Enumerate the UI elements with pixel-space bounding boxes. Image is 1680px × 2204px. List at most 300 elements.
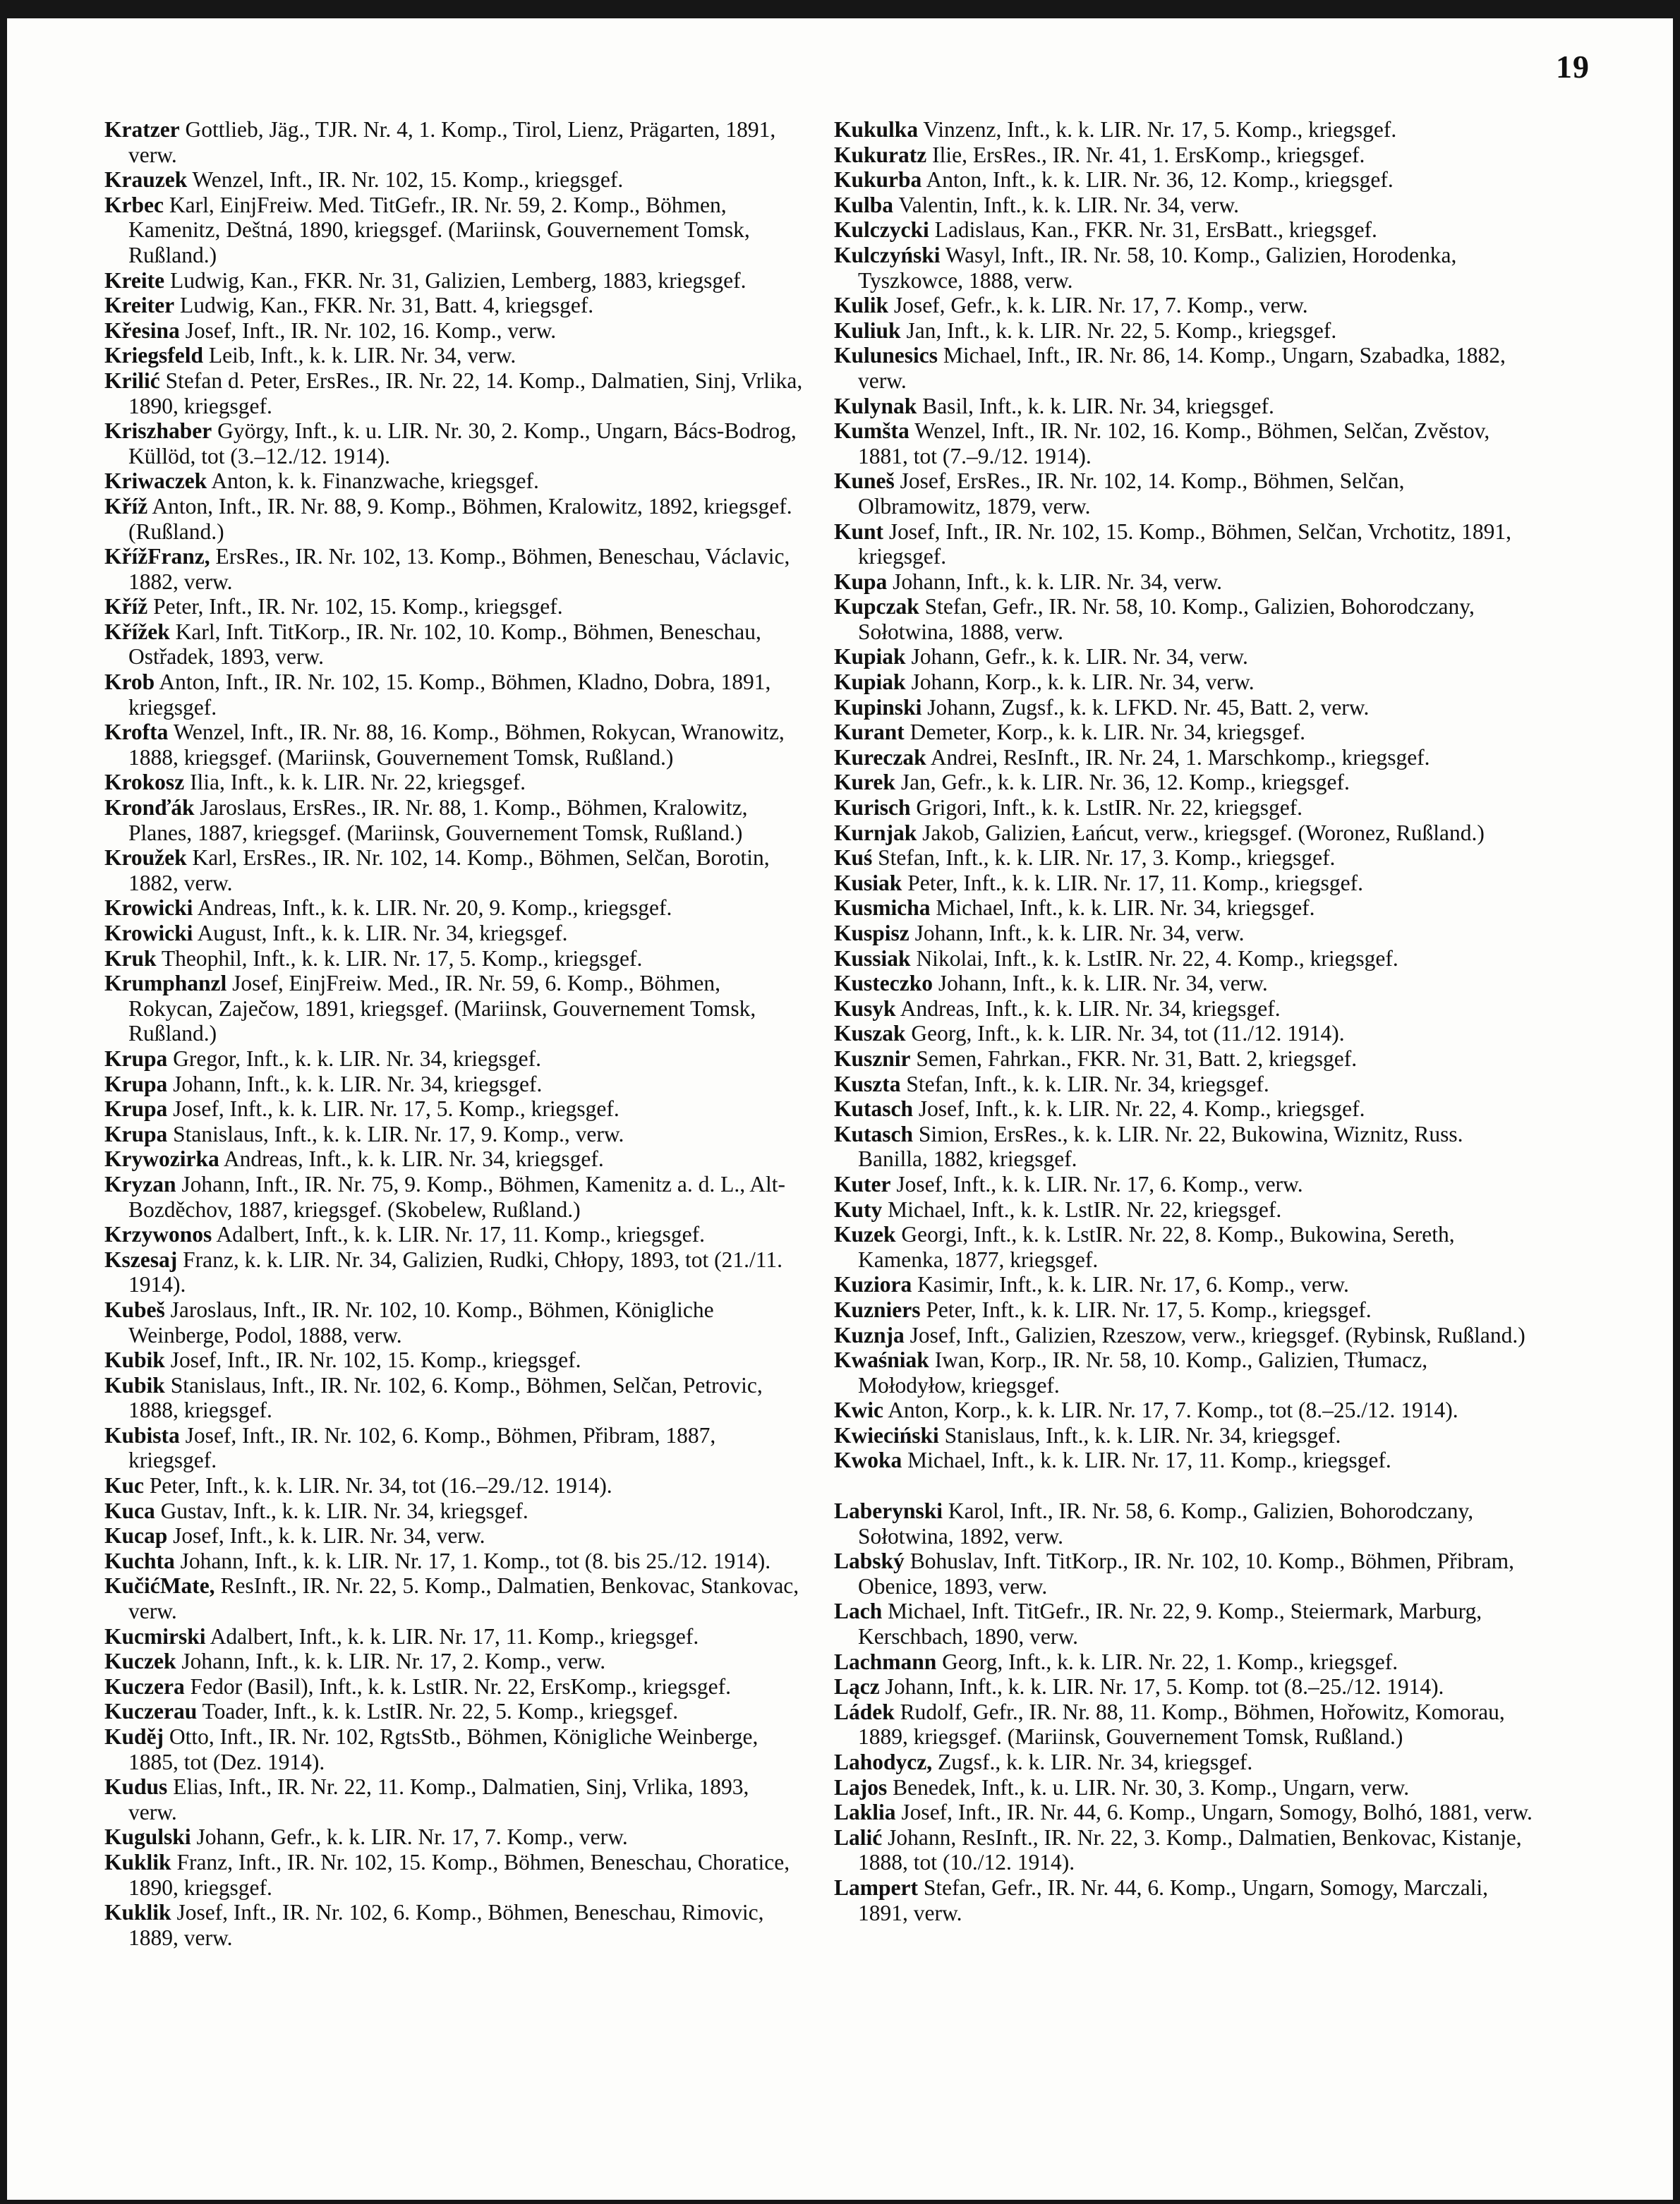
entry-surname: Kupczak bbox=[834, 594, 919, 619]
entry-surname: Kudus bbox=[104, 1774, 168, 1800]
entry-surname: Kupiak bbox=[834, 644, 906, 670]
entry-details: Johann, Gefr., k. k. LIR. Nr. 17, 7. Komp., verw. bbox=[196, 1824, 628, 1850]
entry-details: Johann, Inft., k. k. LIR. Nr. 34, verw. bbox=[938, 971, 1268, 996]
entry-surname: Kroužek bbox=[104, 845, 187, 871]
register-entry bbox=[834, 167, 1533, 193]
register-entry bbox=[834, 1498, 1533, 1549]
page-number: 19 bbox=[1556, 49, 1590, 85]
entry-details: Ladislaus, Kan., FKR. Nr. 31, ErsBatt., kriegsgef. bbox=[934, 217, 1377, 243]
entry-details: Kasimir, Inft., k. k. LIR. Nr. 17, 6. Komp., verw. bbox=[917, 1272, 1349, 1297]
entry-surname: Kronďák bbox=[104, 795, 195, 821]
entry-details: Otto, Inft., IR. Nr. 102, RgtsStb., Böhmen, Königliche Weinberge, 1885, tot (Dez. 1914). bbox=[128, 1724, 759, 1774]
entry-surname: Krilić bbox=[104, 368, 160, 393]
entry-surname: Kuklik bbox=[104, 1900, 171, 1925]
entry-details: Jakob, Galizien, Łańcut, verw., kriegsgef. (Woronez, Rußland.) bbox=[922, 820, 1485, 845]
entry-details: Johann, Inft., k. k. LIR. Nr. 34, verw. bbox=[914, 921, 1245, 945]
register-entry bbox=[104, 1122, 803, 1147]
entry-surname: Kuszta bbox=[834, 1071, 901, 1096]
register-entry bbox=[834, 1172, 1533, 1197]
entry-details: Karl, EinjFreiw. Med. TitGefr., IR. Nr. 59, 2. Komp., Böhmen, Kamenitz, Deštná, 1890, kriegsgef. (Mariinsk, Gouvernement Tomsk, Rußland.) bbox=[128, 192, 750, 267]
entry-surname: Kubista bbox=[104, 1422, 180, 1448]
entry-details: Jan, Gefr., k. k. LIR. Nr. 36, 12. Komp., kriegsgef. bbox=[900, 770, 1350, 795]
entry-details: Wasyl, Inft., IR. Nr. 58, 10. Komp., Galizien, Horodenka, Tyszkowce, 1888, verw. bbox=[858, 242, 1457, 293]
entry-details: Theophil, Inft., k. k. LIR. Nr. 17, 5. Komp., kriegsgef. bbox=[161, 945, 643, 971]
register-entry bbox=[834, 644, 1533, 670]
register-entry bbox=[834, 1046, 1533, 1072]
register-entry bbox=[834, 1825, 1533, 1875]
entry-details: Josef, Inft., k. k. LIR. Nr. 17, 6. Komp., verw. bbox=[896, 1171, 1303, 1197]
entry-details: Andrei, ResInft., IR. Nr. 24, 1. Marschkomp., kriegsgef. bbox=[930, 744, 1430, 770]
register-entry bbox=[834, 243, 1533, 293]
entry-surname: Kurnjak bbox=[834, 820, 917, 845]
entry-details: Ludwig, Kan., FKR. Nr. 31, Batt. 4, kriegsgef. bbox=[179, 293, 594, 318]
entry-details: Georg, Inft., k. k. LIR. Nr. 22, 1. Komp., kriegsgef. bbox=[942, 1649, 1398, 1674]
register-entry bbox=[104, 1900, 803, 1950]
entry-surname: Kulba bbox=[834, 192, 894, 217]
entry-surname: Labský bbox=[834, 1549, 905, 1574]
entry-details: Stefan, Gefr., IR. Nr. 58, 10. Komp., Galizien, Bohorodczany, Sołotwina, 1888, verw. bbox=[858, 594, 1475, 644]
register-entry bbox=[104, 1824, 803, 1850]
register-entry bbox=[834, 394, 1533, 419]
entry-details: Johann, Inft., k. k. LIR. Nr. 34, kriegsgef. bbox=[173, 1071, 543, 1096]
entry-details: Karl, ErsRes., IR. Nr. 102, 14. Komp., Böhmen, Selčan, Borotin, 1882, verw. bbox=[128, 845, 770, 895]
entry-surname: Kutasch bbox=[834, 1121, 914, 1146]
register-entry bbox=[104, 1649, 803, 1674]
entry-surname: Krupa bbox=[104, 1046, 168, 1071]
entry-details: Stanislaus, Inft., k. k. LIR. Nr. 17, 9. Komp., verw. bbox=[173, 1121, 624, 1146]
entry-surname: Kuzniers bbox=[834, 1297, 921, 1322]
register-entry bbox=[104, 1348, 803, 1373]
register-entry bbox=[104, 494, 803, 544]
entry-surname: Kreite bbox=[104, 267, 165, 293]
entry-surname: Krzywonos bbox=[104, 1222, 212, 1247]
right-column-l-entries bbox=[834, 1498, 1533, 1925]
entry-surname: Lącz bbox=[834, 1674, 880, 1700]
register-entry bbox=[104, 971, 803, 1046]
entry-surname: Kupinski bbox=[834, 694, 922, 720]
entry-details: Michael, Inft. TitGefr., IR. Nr. 22, 9. Komp., Steiermark, Marburg, Kerschbach, 1890, verw. bbox=[858, 1599, 1482, 1649]
entry-surname: Kulynak bbox=[834, 393, 917, 418]
entry-details: Karol, Inft., IR. Nr. 58, 6. Komp., Galizien, Bohorodczany, Sołotwina, 1892, verw. bbox=[858, 1498, 1474, 1549]
register-entry bbox=[104, 594, 803, 619]
entry-details: Josef, Inft., IR. Nr. 102, 6. Komp., Böhmen, Přibram, 1887, kriegsgef. bbox=[128, 1422, 716, 1473]
entry-surname: Laberynski bbox=[834, 1498, 943, 1524]
register-entry bbox=[104, 845, 803, 895]
register-entry bbox=[834, 1197, 1533, 1223]
register-entry bbox=[104, 1573, 803, 1623]
entry-surname: Kszesaj bbox=[104, 1247, 178, 1272]
entry-details: Adalbert, Inft., k. k. LIR. Nr. 17, 11. Komp., kriegsgef. bbox=[210, 1623, 699, 1649]
register-entry bbox=[104, 293, 803, 318]
entry-surname: Křesina bbox=[104, 317, 180, 343]
entry-details: Anton, Inft., k. k. LIR. Nr. 36, 12. Komp., kriegsgef. bbox=[926, 167, 1394, 193]
entry-surname: Kuspisz bbox=[834, 921, 910, 945]
entry-surname: Kuziora bbox=[834, 1272, 912, 1297]
entry-details: Simion, ErsRes., k. k. LIR. Nr. 22, Bukowina, Wiznitz, Russ. Banilla, 1882, kriegsgef. bbox=[858, 1121, 1463, 1172]
entry-surname: Kriegsfeld bbox=[104, 343, 203, 368]
entry-surname: Kuneš bbox=[834, 468, 895, 494]
register-entry bbox=[834, 1875, 1533, 1925]
register-entry bbox=[834, 996, 1533, 1022]
entry-surname: Kunt bbox=[834, 519, 884, 544]
entry-details: Vinzenz, Inft., k. k. LIR. Nr. 17, 5. Komp., kriegsgef. bbox=[923, 117, 1397, 142]
entry-details: Stefan, Gefr., IR. Nr. 44, 6. Komp., Ungarn, Somogy, Marczali, 1891, verw. bbox=[858, 1875, 1489, 1925]
entry-surname: Kurisch bbox=[834, 795, 911, 821]
entry-surname: Kuszak bbox=[834, 1021, 906, 1046]
entry-details: Georg, Inft., k. k. LIR. Nr. 34, tot (11./12. 1914). bbox=[911, 1021, 1345, 1046]
entry-details: Johann, Gefr., k. k. LIR. Nr. 34, verw. bbox=[911, 644, 1248, 670]
entry-details: Josef, ErsRes., IR. Nr. 102, 14. Komp., Böhmen, Selčan, Olbramowitz, 1879, verw. bbox=[858, 468, 1405, 519]
entry-details: Josef, Inft., k. k. LIR. Nr. 22, 4. Komp., kriegsgef. bbox=[918, 1096, 1365, 1122]
entry-surname: Kuc bbox=[104, 1473, 145, 1498]
register-entry bbox=[834, 695, 1533, 720]
register-entry bbox=[834, 1674, 1533, 1700]
register-entry bbox=[834, 418, 1533, 468]
register-entry bbox=[834, 1297, 1533, 1323]
register-entry bbox=[834, 795, 1533, 821]
entry-details: Franz, k. k. LIR. Nr. 34, Galizien, Rudki, Chłopy, 1893, tot (21./11. 1914). bbox=[128, 1247, 782, 1297]
entry-details: Josef, Inft., k. k. LIR. Nr. 17, 5. Komp., kriegsgef. bbox=[173, 1096, 620, 1122]
entry-details: Josef, Inft., IR. Nr. 102, 16. Komp., verw. bbox=[185, 317, 557, 343]
entry-surname: Kuter bbox=[834, 1171, 891, 1197]
register-entry bbox=[834, 569, 1533, 595]
register-entry bbox=[104, 1523, 803, 1549]
entry-surname: Kuczerau bbox=[104, 1699, 198, 1724]
register-entry bbox=[834, 217, 1533, 243]
register-entry bbox=[104, 1222, 803, 1247]
register-entry bbox=[104, 318, 803, 344]
entry-details: Ilia, Inft., k. k. LIR. Nr. 22, kriegsgef. bbox=[190, 770, 526, 795]
register-entry bbox=[104, 167, 803, 193]
entry-details: Iwan, Korp., IR. Nr. 58, 10. Komp., Galizien, Tłumacz, Mołodyłow, kriegsgef. bbox=[858, 1348, 1428, 1398]
entry-surname: Lahodycz, bbox=[834, 1750, 933, 1774]
register-entry bbox=[834, 519, 1533, 569]
entry-details: Michael, Inft., k. k. LIR. Nr. 17, 11. Komp., kriegsgef. bbox=[907, 1448, 1391, 1473]
entry-surname: Kubeš bbox=[104, 1297, 165, 1322]
entry-details: Gottlieb, Jäg., TJR. Nr. 4, 1. Komp., Tirol, Lienz, Prägarten, 1891, verw. bbox=[128, 117, 776, 167]
register-entry bbox=[104, 720, 803, 770]
entry-surname: Kusteczko bbox=[834, 971, 933, 996]
entry-surname: Kříž bbox=[104, 493, 148, 519]
entry-details: ResInft., IR. Nr. 22, 5. Komp., Dalmatien, Benkovac, Stankovac, verw. bbox=[128, 1573, 799, 1624]
entry-surname: Kriszhaber bbox=[104, 418, 212, 444]
entry-details: Jaroslaus, ErsRes., IR. Nr. 88, 1. Komp., Böhmen, Kralowitz, Planes, 1887, kriegsgef. (Mariinsk, Gouvernement Tomsk, Rußland.) bbox=[128, 795, 748, 845]
register-entry bbox=[834, 895, 1533, 921]
entry-details: Zugsf., k. k. LIR. Nr. 34, kriegsgef. bbox=[938, 1750, 1253, 1774]
entry-surname: Krupa bbox=[104, 1096, 168, 1122]
register-entry bbox=[834, 193, 1533, 218]
register-entry bbox=[834, 1775, 1533, 1800]
entry-surname: Křížek bbox=[104, 619, 170, 644]
entry-surname: Kříž bbox=[104, 594, 148, 619]
register-entry bbox=[104, 1247, 803, 1297]
register-entry bbox=[834, 720, 1533, 745]
register-entry bbox=[834, 1549, 1533, 1599]
entry-details: Josef, Inft., IR. Nr. 102, 6. Komp., Böhmen, Beneschau, Rimovic, 1889, verw. bbox=[128, 1900, 764, 1950]
entry-details: Stanislaus, Inft., IR. Nr. 102, 6. Komp., Böhmen, Selčan, Petrovic, 1888, kriegsgef. bbox=[128, 1372, 763, 1423]
register-entry bbox=[104, 468, 803, 494]
entry-surname: Kumšta bbox=[834, 418, 910, 444]
entry-surname: Kryzan bbox=[104, 1171, 176, 1197]
entry-surname: Kubik bbox=[104, 1372, 165, 1398]
entry-surname: Kwaśniak bbox=[834, 1348, 929, 1373]
entry-details: Andreas, Inft., k. k. LIR. Nr. 34, kriegsgef. bbox=[223, 1146, 604, 1172]
entry-details: Johann, Zugsf., k. k. LFKD. Nr. 45, Batt. 2, verw. bbox=[927, 694, 1370, 720]
entry-surname: Kukurba bbox=[834, 167, 922, 193]
entry-details: Georgi, Inft., k. k. LstIR. Nr. 22, 8. Komp., Bukowina, Sereth, Kamenka, 1877, kriegsgef. bbox=[858, 1222, 1455, 1272]
entry-details: Anton, Korp., k. k. LIR. Nr. 17, 7. Komp., tot (8.–25./12. 1914). bbox=[888, 1398, 1458, 1423]
entry-surname: Kuś bbox=[834, 845, 873, 871]
register-entry bbox=[834, 1222, 1533, 1272]
entry-surname: Kussiak bbox=[834, 945, 911, 971]
entry-surname: Lach bbox=[834, 1599, 883, 1624]
entry-surname: Kucmirski bbox=[104, 1623, 206, 1649]
entry-details: Jan, Inft., k. k. LIR. Nr. 22, 5. Komp., kriegsgef. bbox=[906, 317, 1337, 343]
entry-surname: Kuznja bbox=[834, 1322, 905, 1348]
right-column-k-entries bbox=[834, 117, 1533, 1473]
entry-surname: Kuděj bbox=[104, 1724, 164, 1749]
register-entry bbox=[104, 795, 803, 845]
entry-details: Stefan, Inft., k. k. LIR. Nr. 34, kriegsgef. bbox=[906, 1071, 1269, 1096]
entry-surname: Kriwaczek bbox=[104, 468, 207, 494]
entry-surname: KřížFranz, bbox=[104, 544, 210, 569]
entry-details: Nikolai, Inft., k. k. LstIR. Nr. 22, 4. Komp., kriegsgef. bbox=[916, 945, 1398, 971]
entry-surname: Kwieciński bbox=[834, 1422, 939, 1448]
register-entry bbox=[104, 1473, 803, 1498]
entry-surname: Kruk bbox=[104, 945, 157, 971]
entry-surname: Kusiak bbox=[834, 870, 902, 895]
entry-details: Andreas, Inft., k. k. LIR. Nr. 34, kriegsgef. bbox=[900, 995, 1281, 1021]
register-entry bbox=[834, 293, 1533, 318]
entry-details: Wenzel, Inft., IR. Nr. 102, 16. Komp., Böhmen, Selčan, Zvěstov, 1881, tot (7.–9./12. 1914). bbox=[858, 418, 1490, 468]
entry-details: Ilie, ErsRes., IR. Nr. 41, 1. ErsKomp., kriegsgef. bbox=[932, 142, 1365, 167]
entry-surname: Krofta bbox=[104, 720, 169, 745]
entry-surname: Kugulski bbox=[104, 1824, 191, 1850]
entry-details: Michael, Inft., k. k. LIR. Nr. 34, kriegsgef. bbox=[936, 895, 1315, 921]
entry-surname: Kusznir bbox=[834, 1046, 911, 1071]
register-entry bbox=[104, 1096, 803, 1122]
entry-surname: Krauzek bbox=[104, 167, 188, 193]
entry-details: Bohuslav, Inft. TitKorp., IR. Nr. 102, 10. Komp., Böhmen, Přibram, Obenice, 1893, verw. bbox=[858, 1549, 1515, 1599]
entry-surname: Lajos bbox=[834, 1774, 888, 1800]
register-entry bbox=[104, 1046, 803, 1072]
entry-surname: Kurant bbox=[834, 720, 905, 745]
register-entry bbox=[104, 1172, 803, 1222]
entry-surname: Kukuratz bbox=[834, 142, 927, 167]
register-entry bbox=[834, 770, 1533, 795]
entry-surname: Laklia bbox=[834, 1800, 896, 1825]
register-entry bbox=[104, 1373, 803, 1423]
entry-details: Johann, Inft., IR. Nr. 75, 9. Komp., Böhmen, Kamenitz a. d. L., Alt-Bozděchov, 1887, kriegsgef. (Skobelew, Rußland.) bbox=[128, 1171, 785, 1222]
entry-details: Valentin, Inft., k. k. LIR. Nr. 34, verw. bbox=[898, 192, 1239, 217]
entry-surname: Lachmann bbox=[834, 1649, 937, 1674]
entry-details: Josef, EinjFreiw. Med., IR. Nr. 59, 6. Komp., Böhmen, Rokycan, Zaječow, 1891, kriegsgef. (Mariinsk, Gouvernement Tomsk, Rußland.) bbox=[128, 971, 756, 1046]
register-entry bbox=[834, 1096, 1533, 1122]
entry-surname: Kubik bbox=[104, 1348, 165, 1373]
entry-details: Michael, Inft., IR. Nr. 86, 14. Komp., Ungarn, Szabadka, 1882, verw. bbox=[858, 343, 1506, 393]
entry-surname: Krumphanzl bbox=[104, 971, 227, 996]
register-entry bbox=[834, 670, 1533, 695]
entry-surname: Kusmicha bbox=[834, 895, 931, 921]
entry-details: August, Inft., k. k. LIR. Nr. 34, kriegsgef. bbox=[197, 921, 568, 945]
register-entry bbox=[104, 921, 803, 946]
register-entry bbox=[104, 895, 803, 921]
entry-details: Anton, Inft., IR. Nr. 102, 15. Komp., Böhmen, Kladno, Dobra, 1891, kriegsgef. bbox=[128, 670, 771, 720]
entry-surname: Krowicki bbox=[104, 921, 193, 945]
entry-surname: Kwoka bbox=[834, 1448, 902, 1473]
entry-details: Josef, Inft., IR. Nr. 44, 6. Komp., Ungarn, Somogy, Bolhó, 1881, verw. bbox=[901, 1800, 1533, 1825]
register-entry bbox=[104, 1146, 803, 1172]
entry-details: Leib, Inft., k. k. LIR. Nr. 34, verw. bbox=[208, 343, 516, 368]
entry-surname: Kupa bbox=[834, 569, 888, 594]
entry-surname: Kuzek bbox=[834, 1222, 896, 1247]
entry-surname: Kurek bbox=[834, 770, 895, 795]
register-entry bbox=[834, 921, 1533, 946]
entry-surname: Kratzer bbox=[104, 117, 180, 142]
register-entry bbox=[104, 946, 803, 971]
entry-surname: Kuchta bbox=[104, 1548, 175, 1573]
register-entry bbox=[104, 268, 803, 293]
entry-details: Josef, Inft., IR. Nr. 102, 15. Komp., kriegsgef. bbox=[170, 1348, 581, 1373]
entry-details: Jaroslaus, Inft., IR. Nr. 102, 10. Komp., Böhmen, Königliche Weinberge, Podol, 1888, verw. bbox=[128, 1297, 714, 1348]
register-entry bbox=[834, 1700, 1533, 1750]
entry-surname: Kulik bbox=[834, 293, 889, 318]
register-entry bbox=[104, 544, 803, 594]
entry-details: Peter, Inft., k. k. LIR. Nr. 17, 5. Komp., kriegsgef. bbox=[926, 1297, 1372, 1322]
entry-surname: Krob bbox=[104, 670, 155, 695]
entry-surname: Krokosz bbox=[104, 770, 185, 795]
entry-surname: Kupiak bbox=[834, 670, 906, 695]
entry-details: Gustav, Inft., k. k. LIR. Nr. 34, kriegsgef. bbox=[160, 1498, 528, 1523]
register-entry bbox=[834, 143, 1533, 168]
register-entry bbox=[104, 1699, 803, 1724]
entry-details: Benedek, Inft., k. u. LIR. Nr. 30, 3. Komp., Ungarn, verw. bbox=[893, 1774, 1410, 1800]
entry-details: Gregor, Inft., k. k. LIR. Nr. 34, kriegsgef. bbox=[173, 1046, 542, 1071]
entry-details: Rudolf, Gefr., IR. Nr. 88, 11. Komp., Böhmen, Hořowitz, Komorau, 1889, kriegsgef. (Mariinsk, Gouvernement Tomsk, Rußland.) bbox=[858, 1699, 1505, 1750]
entry-details: Franz, Inft., IR. Nr. 102, 15. Komp., Böhmen, Beneschau, Choratice, 1890, kriegsgef. bbox=[128, 1849, 790, 1900]
entry-surname: Kreiter bbox=[104, 293, 175, 318]
entry-details: Johann, Korp., k. k. LIR. Nr. 34, verw. bbox=[911, 670, 1255, 695]
entry-details: Stanislaus, Inft., k. k. LIR. Nr. 34, kriegsgef. bbox=[944, 1422, 1341, 1448]
register-entry bbox=[834, 318, 1533, 344]
entry-details: Adalbert, Inft., k. k. LIR. Nr. 17, 11. Komp., kriegsgef. bbox=[216, 1222, 705, 1247]
entry-details: Stefan d. Peter, ErsRes., IR. Nr. 22, 14. Komp., Dalmatien, Sinj, Vrlika, 1890, kriegsgef. bbox=[128, 368, 803, 418]
register-entry bbox=[834, 594, 1533, 644]
register-entry bbox=[834, 1348, 1533, 1398]
register-entry bbox=[104, 1072, 803, 1097]
register-entry bbox=[104, 117, 803, 167]
entry-details: Peter, Inft., k. k. LIR. Nr. 34, tot (16.–29./12. 1914). bbox=[149, 1473, 612, 1498]
register-entry bbox=[834, 117, 1533, 143]
register-entry bbox=[834, 468, 1533, 519]
register-entry bbox=[104, 343, 803, 368]
entry-surname: Kukulka bbox=[834, 117, 919, 142]
entry-details: Ludwig, Kan., FKR. Nr. 31, Galizien, Lemberg, 1883, kriegsgef. bbox=[170, 267, 747, 293]
register-entry bbox=[834, 971, 1533, 996]
entry-details: Basil, Inft., k. k. LIR. Nr. 34, kriegsgef. bbox=[922, 393, 1274, 418]
entry-details: Toader, Inft., k. k. LstIR. Nr. 22, 5. Komp., kriegsgef. bbox=[202, 1699, 679, 1724]
entry-surname: Krbec bbox=[104, 192, 164, 217]
entry-details: Karl, Inft. TitKorp., IR. Nr. 102, 10. Komp., Böhmen, Beneschau, Ostřadek, 1893, verw. bbox=[128, 619, 761, 670]
register-entry bbox=[834, 1423, 1533, 1448]
entry-details: Andreas, Inft., k. k. LIR. Nr. 20, 9. Komp., kriegsgef. bbox=[197, 895, 672, 921]
entry-details: Josef, Inft., k. k. LIR. Nr. 34, verw. bbox=[173, 1523, 485, 1549]
entry-surname: Kuty bbox=[834, 1197, 883, 1222]
register-entry bbox=[834, 946, 1533, 971]
right-column bbox=[834, 117, 1533, 1925]
entry-details: Johann, Inft., k. k. LIR. Nr. 34, verw. bbox=[893, 569, 1223, 594]
entry-details: Johann, Inft., k. k. LIR. Nr. 17, 1. Komp., tot (8. bis 25./12. 1914). bbox=[180, 1548, 771, 1573]
entry-details: Josef, Inft., Galizien, Rzeszow, verw., kriegsgef. (Rybinsk, Rußland.) bbox=[910, 1322, 1525, 1348]
entry-surname: Kulunesics bbox=[834, 343, 938, 368]
register-entry bbox=[104, 1774, 803, 1824]
entry-surname: KučićMate, bbox=[104, 1573, 215, 1599]
entry-details: Josef, Inft., IR. Nr. 102, 15. Komp., Böhmen, Selčan, Vrchotitz, 1891, kriegsgef. bbox=[858, 519, 1511, 569]
entry-details: Peter, Inft., k. k. LIR. Nr. 17, 11. Komp., kriegsgef. bbox=[907, 870, 1364, 895]
register-entry bbox=[104, 1297, 803, 1348]
register-entry bbox=[104, 1674, 803, 1700]
entry-surname: Kuca bbox=[104, 1498, 155, 1523]
entry-details: Wenzel, Inft., IR. Nr. 88, 16. Komp., Böhmen, Rokycan, Wranowitz, 1888, kriegsgef. (Mariinsk, Gouvernement Tomsk, Rußland.) bbox=[128, 720, 785, 770]
register-entry bbox=[104, 1423, 803, 1473]
entry-surname: Kucap bbox=[104, 1523, 168, 1549]
register-entry bbox=[104, 1724, 803, 1774]
register-entry bbox=[104, 1498, 803, 1524]
register-entry bbox=[104, 1549, 803, 1574]
entry-details: Johann, Inft., k. k. LIR. Nr. 17, 5. Komp. tot (8.–25./12. 1914). bbox=[885, 1674, 1444, 1700]
entry-details: Peter, Inft., IR. Nr. 102, 15. Komp., kriegsgef. bbox=[153, 594, 563, 619]
entry-surname: Lalić bbox=[834, 1824, 883, 1850]
entry-surname: Kulczyński bbox=[834, 242, 941, 267]
register-entry bbox=[834, 1323, 1533, 1348]
register-entry bbox=[834, 1800, 1533, 1825]
entry-details: Anton, Inft., IR. Nr. 88, 9. Komp., Böhmen, Kralowitz, 1892, kriegsgef. (Rußland.) bbox=[128, 493, 792, 544]
register-entry bbox=[104, 1624, 803, 1649]
entry-surname: Krupa bbox=[104, 1121, 168, 1146]
entry-surname: Lampert bbox=[834, 1875, 918, 1900]
register-entry bbox=[834, 1750, 1533, 1775]
register-entry bbox=[834, 1599, 1533, 1649]
entry-details: Josef, Gefr., k. k. LIR. Nr. 17, 7. Komp., verw. bbox=[893, 293, 1308, 318]
entry-surname: Krywozirka bbox=[104, 1146, 219, 1172]
entry-details: György, Inft., k. u. LIR. Nr. 30, 2. Komp., Ungarn, Bács-Bodrog, Küllöd, tot (3.–12./12. 1914). bbox=[128, 418, 797, 468]
register-entry bbox=[834, 745, 1533, 770]
entry-details: ErsRes., IR. Nr. 102, 13. Komp., Böhmen, Beneschau, Václavic, 1882, verw. bbox=[128, 544, 790, 594]
entry-surname: Ládek bbox=[834, 1699, 895, 1724]
entry-surname: Krupa bbox=[104, 1071, 168, 1096]
entry-details: Elias, Inft., IR. Nr. 22, 11. Komp., Dalmatien, Sinj, Vrlika, 1893, verw. bbox=[128, 1774, 749, 1824]
register-entry bbox=[834, 1072, 1533, 1097]
register-entry bbox=[104, 368, 803, 418]
register-entry bbox=[834, 1122, 1533, 1172]
section-gap bbox=[834, 1473, 1533, 1498]
register-entry bbox=[104, 418, 803, 468]
register-entry bbox=[834, 1398, 1533, 1423]
entry-surname: Kuliuk bbox=[834, 317, 901, 343]
entry-details: Grigori, Inft., k. k. LstIR. Nr. 22, kriegsgef. bbox=[916, 795, 1303, 821]
entry-details: Wenzel, Inft., IR. Nr. 102, 15. Komp., kriegsgef. bbox=[192, 167, 624, 193]
register-entry bbox=[104, 1850, 803, 1900]
entry-surname: Krowicki bbox=[104, 895, 193, 921]
entry-details: Anton, k. k. Finanzwache, kriegsgef. bbox=[211, 468, 539, 494]
register-entry bbox=[834, 1272, 1533, 1297]
entry-surname: Kuczera bbox=[104, 1673, 185, 1699]
entry-surname: Kutasch bbox=[834, 1096, 914, 1122]
register-entry bbox=[834, 1448, 1533, 1473]
entry-surname: Kuczek bbox=[104, 1649, 176, 1674]
entry-surname: Kuklik bbox=[104, 1849, 171, 1875]
register-entry bbox=[834, 845, 1533, 871]
